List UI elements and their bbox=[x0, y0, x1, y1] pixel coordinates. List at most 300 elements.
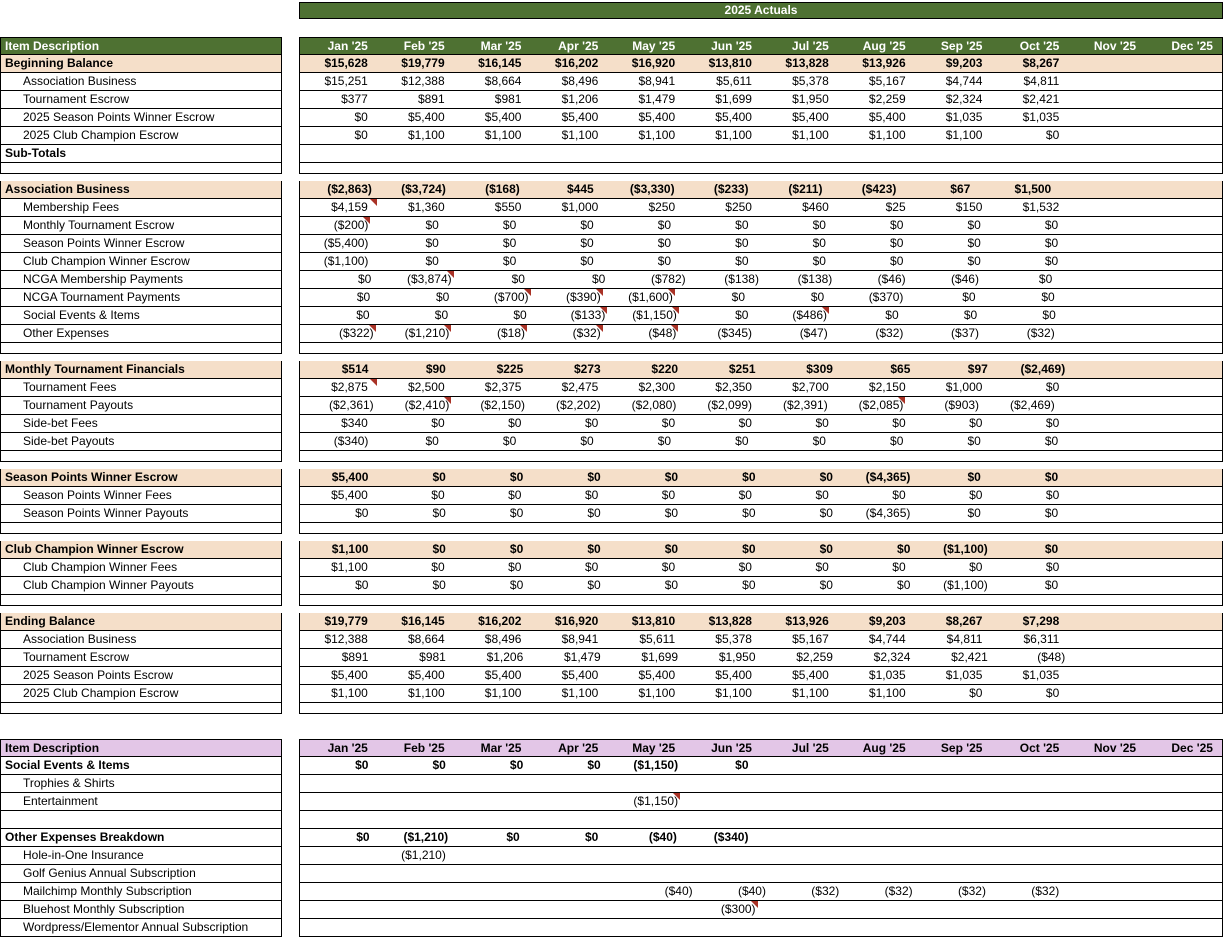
value-cell[interactable]: ($3,874) bbox=[406, 272, 452, 286]
value-cell[interactable] bbox=[610, 901, 687, 918]
value-cell[interactable]: $19,779 bbox=[324, 614, 368, 628]
value-cell[interactable]: $16,145 bbox=[478, 56, 522, 70]
value-cell[interactable] bbox=[1061, 883, 1141, 900]
value-cell[interactable] bbox=[1145, 775, 1222, 792]
value-cell[interactable]: $4,744 bbox=[945, 74, 983, 88]
value-cell[interactable] bbox=[829, 829, 908, 846]
value-cell[interactable] bbox=[454, 145, 531, 162]
value-cell[interactable]: $0 bbox=[513, 308, 527, 322]
value-cell[interactable] bbox=[835, 757, 912, 774]
value-cell[interactable]: ($40) bbox=[737, 884, 766, 898]
value-cell[interactable]: $0 bbox=[356, 308, 370, 322]
value-cell[interactable]: $0 bbox=[892, 560, 906, 574]
value-cell[interactable]: $0 bbox=[885, 308, 899, 322]
value-cell[interactable]: $1,100 bbox=[792, 128, 829, 142]
value-cell[interactable]: ($4,365) bbox=[865, 470, 911, 484]
value-cell[interactable] bbox=[1068, 127, 1145, 144]
value-cell[interactable]: $0 bbox=[1045, 416, 1060, 430]
value-cell[interactable] bbox=[912, 793, 989, 810]
value-cell[interactable]: $0 bbox=[664, 578, 679, 592]
value-cell[interactable]: $1,699 bbox=[641, 650, 679, 664]
month-header-cell[interactable]: Oct '25 bbox=[1019, 741, 1060, 755]
value-cell[interactable] bbox=[300, 883, 380, 900]
value-cell[interactable] bbox=[525, 847, 602, 864]
value-cell[interactable]: $0 bbox=[1045, 128, 1060, 142]
value-cell[interactable]: $16,920 bbox=[631, 56, 676, 70]
value-cell[interactable] bbox=[1143, 289, 1222, 306]
value-cell[interactable] bbox=[684, 145, 761, 162]
value-cell[interactable]: $0 bbox=[963, 308, 978, 322]
value-cell[interactable]: $1,100 bbox=[407, 686, 445, 700]
value-cell[interactable] bbox=[1067, 361, 1144, 378]
value-cell[interactable] bbox=[607, 865, 684, 882]
value-cell[interactable] bbox=[1145, 127, 1222, 144]
value-cell[interactable] bbox=[761, 919, 838, 936]
value-cell[interactable] bbox=[684, 775, 761, 792]
value-cell[interactable]: $0 bbox=[890, 236, 904, 250]
item-label-cell[interactable]: Side-bet Payouts bbox=[0, 433, 282, 451]
value-cell[interactable]: $0 bbox=[890, 434, 904, 448]
value-cell[interactable] bbox=[838, 775, 915, 792]
item-label-cell[interactable]: Monthly Tournament Financials bbox=[0, 361, 282, 379]
value-cell[interactable]: $0 bbox=[580, 236, 594, 250]
value-cell[interactable]: $8,664 bbox=[407, 632, 445, 646]
value-cell[interactable]: $0 bbox=[425, 236, 439, 250]
value-cell[interactable] bbox=[1067, 577, 1144, 594]
value-cell[interactable]: ($2,863) bbox=[327, 182, 372, 196]
value-cell[interactable]: $1,035 bbox=[1022, 110, 1060, 124]
value-cell[interactable]: $1,100 bbox=[407, 128, 445, 142]
value-cell[interactable]: ($1,100) bbox=[323, 254, 369, 268]
month-header-cell[interactable]: Dec '25 bbox=[1171, 741, 1213, 755]
month-header-cell[interactable]: Jul '25 bbox=[791, 39, 829, 53]
value-cell[interactable] bbox=[990, 757, 1067, 774]
value-cell[interactable] bbox=[908, 829, 987, 846]
month-header-cell[interactable]: Jul '25 bbox=[791, 741, 829, 755]
value-cell[interactable]: $2,700 bbox=[792, 380, 829, 394]
value-cell[interactable] bbox=[991, 145, 1068, 162]
value-cell[interactable]: ($32) bbox=[1026, 326, 1055, 340]
value-cell[interactable]: $0 bbox=[742, 506, 756, 520]
value-cell[interactable] bbox=[377, 775, 454, 792]
item-label-cell[interactable]: Club Champion Winner Payouts bbox=[0, 577, 282, 595]
value-cell[interactable] bbox=[530, 865, 607, 882]
value-cell[interactable]: ($37) bbox=[951, 326, 980, 340]
month-header-cell[interactable]: Mar '25 bbox=[480, 741, 522, 755]
value-cell[interactable]: ($486) bbox=[792, 308, 828, 322]
item-label-cell[interactable] bbox=[0, 343, 282, 354]
value-cell[interactable]: $0 bbox=[509, 542, 524, 556]
value-cell[interactable] bbox=[461, 883, 541, 900]
item-label-cell[interactable]: Tournament Fees bbox=[0, 379, 282, 397]
value-cell[interactable] bbox=[530, 919, 607, 936]
value-cell[interactable] bbox=[1145, 847, 1222, 864]
month-header-cell[interactable]: May '25 bbox=[632, 741, 676, 755]
value-cell[interactable]: $460 bbox=[802, 200, 829, 214]
value-cell[interactable]: $1,950 bbox=[718, 650, 756, 664]
value-cell[interactable]: $0 bbox=[735, 758, 749, 772]
value-cell[interactable]: $0 bbox=[731, 290, 746, 304]
item-label-cell[interactable]: Golf Genius Annual Subscription bbox=[0, 865, 282, 883]
value-cell[interactable]: $5,400 bbox=[407, 668, 445, 682]
value-cell[interactable]: $1,206 bbox=[561, 92, 599, 106]
value-cell[interactable] bbox=[1068, 415, 1145, 432]
value-cell[interactable]: $0 bbox=[1045, 686, 1060, 700]
value-cell[interactable]: $0 bbox=[502, 434, 517, 448]
value-cell[interactable] bbox=[1060, 181, 1141, 198]
value-cell[interactable]: ($200) bbox=[333, 218, 369, 232]
value-cell[interactable]: $445 bbox=[566, 182, 594, 196]
value-cell[interactable]: $5,400 bbox=[715, 110, 752, 124]
value-cell[interactable]: ($2,085) bbox=[858, 398, 904, 412]
value-cell[interactable]: $0 bbox=[580, 218, 594, 232]
value-cell[interactable]: $0 bbox=[580, 434, 594, 448]
value-cell[interactable]: $2,324 bbox=[945, 92, 983, 106]
value-cell[interactable]: $13,810 bbox=[708, 56, 752, 70]
value-cell[interactable] bbox=[1145, 235, 1222, 252]
value-cell[interactable]: ($32) bbox=[957, 884, 986, 898]
value-cell[interactable]: $377 bbox=[341, 92, 368, 106]
value-cell[interactable]: $1,100 bbox=[868, 128, 906, 142]
value-cell[interactable]: $273 bbox=[573, 362, 601, 376]
value-cell[interactable] bbox=[912, 901, 989, 918]
value-cell[interactable]: $0 bbox=[432, 470, 446, 484]
month-header-cell[interactable]: Jun '25 bbox=[711, 39, 752, 53]
value-cell[interactable]: $1,950 bbox=[792, 92, 829, 106]
value-cell[interactable]: ($1,150) bbox=[633, 758, 679, 772]
value-cell[interactable] bbox=[1067, 505, 1144, 522]
value-cell[interactable]: $0 bbox=[1044, 542, 1059, 556]
value-cell[interactable]: $15,251 bbox=[324, 74, 368, 88]
value-cell[interactable]: $0 bbox=[431, 560, 445, 574]
value-cell[interactable]: $8,267 bbox=[945, 614, 983, 628]
value-cell[interactable] bbox=[541, 883, 621, 900]
value-cell[interactable]: $0 bbox=[664, 542, 679, 556]
value-cell[interactable]: $0 bbox=[1045, 560, 1060, 574]
item-label-cell[interactable]: Side-bet Fees bbox=[0, 415, 282, 433]
value-cell[interactable]: $16,202 bbox=[478, 614, 522, 628]
value-cell[interactable]: $90 bbox=[425, 362, 446, 376]
value-cell[interactable] bbox=[1067, 649, 1144, 666]
value-cell[interactable] bbox=[835, 847, 912, 864]
value-cell[interactable]: ($1,210) bbox=[403, 830, 449, 844]
value-cell[interactable] bbox=[1145, 865, 1222, 882]
value-cell[interactable] bbox=[1145, 379, 1222, 396]
value-cell[interactable] bbox=[300, 847, 377, 864]
value-cell[interactable]: $5,611 bbox=[639, 632, 676, 646]
value-cell[interactable]: $0 bbox=[657, 434, 672, 448]
value-cell[interactable]: $5,400 bbox=[868, 110, 906, 124]
value-cell[interactable] bbox=[454, 919, 531, 936]
value-cell[interactable] bbox=[1145, 613, 1222, 630]
value-cell[interactable]: $1,100 bbox=[945, 128, 983, 142]
value-cell[interactable] bbox=[680, 793, 757, 810]
item-label-cell[interactable]: Tournament Escrow bbox=[0, 649, 282, 667]
value-cell[interactable] bbox=[530, 775, 607, 792]
value-cell[interactable]: ($2,202) bbox=[555, 398, 601, 412]
value-cell[interactable]: $251 bbox=[728, 362, 756, 376]
value-cell[interactable] bbox=[1142, 271, 1222, 288]
value-cell[interactable]: $0 bbox=[735, 218, 749, 232]
value-cell[interactable]: $4,811 bbox=[946, 632, 983, 646]
value-cell[interactable] bbox=[1068, 613, 1145, 630]
value-cell[interactable] bbox=[1145, 361, 1222, 378]
value-cell[interactable]: $150 bbox=[955, 200, 983, 214]
value-cell[interactable]: ($5,400) bbox=[323, 236, 369, 250]
value-cell[interactable]: $7,298 bbox=[1022, 614, 1060, 628]
value-cell[interactable] bbox=[1145, 667, 1222, 684]
item-label-cell[interactable]: Sub-Totals bbox=[0, 145, 282, 163]
month-header-cell[interactable]: Nov '25 bbox=[1093, 741, 1137, 755]
value-cell[interactable] bbox=[1068, 919, 1145, 936]
value-cell[interactable]: $0 bbox=[819, 542, 833, 556]
value-cell[interactable]: $0 bbox=[967, 434, 981, 448]
value-cell[interactable] bbox=[603, 847, 680, 864]
value-cell[interactable]: $4,159 bbox=[300, 199, 377, 216]
value-cell[interactable]: $5,400 bbox=[561, 668, 599, 682]
value-cell[interactable]: $0 bbox=[580, 254, 594, 268]
value-cell[interactable] bbox=[761, 865, 838, 882]
value-cell[interactable]: ($1,150) bbox=[632, 308, 677, 322]
value-cell[interactable]: ($2,469) bbox=[1020, 362, 1066, 376]
value-cell[interactable] bbox=[300, 775, 377, 792]
value-cell[interactable]: $0 bbox=[1042, 308, 1056, 322]
item-label-cell[interactable]: Entertainment bbox=[0, 793, 282, 811]
value-cell[interactable]: $0 bbox=[897, 578, 911, 592]
value-cell[interactable] bbox=[1068, 685, 1145, 702]
value-cell[interactable]: ($322) bbox=[338, 326, 374, 340]
value-cell[interactable]: $2,150 bbox=[868, 380, 906, 394]
value-cell[interactable] bbox=[1145, 469, 1222, 486]
value-cell[interactable] bbox=[1145, 919, 1222, 936]
value-cell[interactable]: $2,421 bbox=[951, 650, 988, 664]
value-cell[interactable]: $0 bbox=[661, 416, 676, 430]
value-cell[interactable]: ($4,365) bbox=[865, 506, 911, 520]
value-cell[interactable]: $8,267 bbox=[1022, 56, 1060, 70]
value-cell[interactable]: ($340) bbox=[713, 830, 749, 844]
value-cell[interactable]: $0 bbox=[812, 236, 826, 250]
value-cell[interactable] bbox=[1145, 415, 1222, 432]
value-cell[interactable]: ($2,391) bbox=[783, 398, 828, 412]
item-label-cell[interactable]: Season Points Winner Payouts bbox=[0, 505, 282, 523]
value-cell[interactable]: $1,100 bbox=[484, 686, 522, 700]
value-cell[interactable] bbox=[1142, 883, 1222, 900]
value-cell[interactable] bbox=[991, 919, 1068, 936]
value-cell[interactable]: $0 bbox=[508, 560, 522, 574]
value-cell[interactable]: $0 bbox=[425, 218, 439, 232]
value-cell[interactable]: $1,035 bbox=[1022, 668, 1060, 682]
value-cell[interactable]: $8,664 bbox=[484, 74, 522, 88]
value-cell[interactable]: $5,611 bbox=[716, 74, 752, 88]
item-label-cell[interactable]: Mailchimp Monthly Subscription bbox=[0, 883, 282, 901]
value-cell[interactable] bbox=[1139, 325, 1222, 342]
value-cell[interactable]: $891 bbox=[417, 92, 445, 106]
value-cell[interactable]: ($903) bbox=[944, 398, 980, 412]
value-cell[interactable] bbox=[1145, 217, 1222, 234]
item-label-cell[interactable]: Association Business bbox=[0, 73, 282, 91]
value-cell[interactable]: $0 bbox=[812, 254, 826, 268]
value-cell[interactable] bbox=[1145, 73, 1222, 90]
value-cell[interactable]: $891 bbox=[341, 650, 369, 664]
value-cell[interactable]: $1,100 bbox=[331, 542, 369, 556]
month-header-cell[interactable]: Sep '25 bbox=[940, 741, 983, 755]
value-cell[interactable]: $2,475 bbox=[561, 380, 599, 394]
value-cell[interactable]: $0 bbox=[664, 506, 679, 520]
value-cell[interactable]: ($700) bbox=[493, 290, 529, 304]
value-cell[interactable]: $1,699 bbox=[715, 92, 752, 106]
value-cell[interactable]: ($423) bbox=[861, 182, 897, 196]
value-cell[interactable]: $1,206 bbox=[486, 650, 524, 664]
value-cell[interactable] bbox=[680, 847, 757, 864]
item-label-cell[interactable]: Club Champion Winner Fees bbox=[0, 559, 282, 577]
value-cell[interactable] bbox=[990, 901, 1067, 918]
value-cell[interactable]: $1,100 bbox=[331, 560, 368, 574]
value-cell[interactable]: $0 bbox=[967, 218, 981, 232]
value-cell[interactable]: $981 bbox=[419, 650, 446, 664]
value-cell[interactable]: $0 bbox=[967, 470, 981, 484]
value-cell[interactable]: ($233) bbox=[713, 182, 749, 196]
value-cell[interactable]: ($138) bbox=[724, 272, 759, 286]
value-cell[interactable] bbox=[1068, 631, 1145, 648]
month-header-cell[interactable]: Jun '25 bbox=[711, 741, 752, 755]
value-cell[interactable]: $0 bbox=[1044, 506, 1059, 520]
value-cell[interactable]: $0 bbox=[969, 488, 983, 502]
value-cell[interactable]: $5,400 bbox=[638, 110, 676, 124]
value-cell[interactable]: $1,479 bbox=[638, 92, 676, 106]
item-label-cell[interactable]: Tournament Escrow bbox=[0, 91, 282, 109]
value-cell[interactable]: ($2,469) bbox=[1010, 398, 1055, 412]
value-cell[interactable]: ($1,600) bbox=[628, 290, 673, 304]
item-label-cell[interactable]: Season Points Winner Escrow bbox=[0, 235, 282, 253]
value-cell[interactable] bbox=[1067, 217, 1144, 234]
value-cell[interactable]: $0 bbox=[742, 542, 756, 556]
value-cell[interactable] bbox=[991, 865, 1068, 882]
value-cell[interactable] bbox=[1068, 667, 1145, 684]
value-cell[interactable]: $0 bbox=[969, 686, 983, 700]
value-cell[interactable]: $67 bbox=[950, 182, 971, 196]
value-cell[interactable] bbox=[835, 793, 912, 810]
value-cell[interactable]: $0 bbox=[509, 578, 524, 592]
value-cell[interactable]: $0 bbox=[657, 236, 672, 250]
value-cell[interactable]: $8,496 bbox=[561, 74, 599, 88]
value-cell[interactable]: ($370) bbox=[868, 290, 904, 304]
value-cell[interactable]: $0 bbox=[357, 272, 372, 286]
value-cell[interactable] bbox=[377, 145, 454, 162]
value-cell[interactable]: $5,400 bbox=[331, 668, 368, 682]
value-cell[interactable]: $5,400 bbox=[484, 110, 522, 124]
value-cell[interactable]: $0 bbox=[354, 128, 368, 142]
value-cell[interactable] bbox=[1064, 289, 1143, 306]
value-cell[interactable]: $5,167 bbox=[792, 632, 829, 646]
value-cell[interactable] bbox=[1145, 793, 1222, 810]
value-cell[interactable]: $97 bbox=[967, 362, 988, 376]
value-cell[interactable]: $5,400 bbox=[331, 470, 369, 484]
value-cell[interactable]: ($32) bbox=[1031, 884, 1060, 898]
value-cell[interactable]: $0 bbox=[819, 506, 833, 520]
value-cell[interactable] bbox=[1067, 793, 1144, 810]
month-header-cell[interactable]: Jan '25 bbox=[327, 39, 368, 53]
value-cell[interactable] bbox=[1057, 397, 1140, 414]
value-cell[interactable]: $0 bbox=[1044, 434, 1059, 448]
item-label-cell[interactable]: Season Points Winner Fees bbox=[0, 487, 282, 505]
value-cell[interactable]: $0 bbox=[1044, 578, 1059, 592]
item-label-cell[interactable]: Item Description bbox=[0, 37, 282, 55]
value-cell[interactable] bbox=[761, 775, 838, 792]
item-label-cell[interactable]: Social Events & Items bbox=[0, 307, 282, 325]
value-cell[interactable] bbox=[684, 919, 761, 936]
value-cell[interactable]: $0 bbox=[969, 416, 983, 430]
value-cell[interactable] bbox=[1067, 235, 1144, 252]
value-cell[interactable]: $0 bbox=[735, 308, 749, 322]
item-label-cell[interactable]: Other Expenses Breakdown bbox=[0, 829, 282, 847]
value-cell[interactable]: ($1,100) bbox=[943, 542, 988, 556]
value-cell[interactable]: ($46) bbox=[877, 272, 906, 286]
month-header-cell[interactable]: Dec '25 bbox=[1171, 39, 1213, 53]
value-cell[interactable]: $1,100 bbox=[638, 686, 676, 700]
value-cell[interactable] bbox=[915, 145, 992, 162]
value-cell[interactable] bbox=[1068, 109, 1145, 126]
value-cell[interactable]: $0 bbox=[509, 470, 524, 484]
value-cell[interactable]: $0 bbox=[432, 578, 446, 592]
value-cell[interactable] bbox=[377, 901, 454, 918]
value-cell[interactable]: $514 bbox=[341, 362, 369, 376]
value-cell[interactable]: $0 bbox=[431, 488, 445, 502]
value-cell[interactable]: $16,202 bbox=[554, 56, 599, 70]
month-header-cell[interactable]: Aug '25 bbox=[862, 39, 906, 53]
value-cell[interactable]: $0 bbox=[508, 488, 522, 502]
value-cell[interactable] bbox=[1067, 433, 1144, 450]
value-cell[interactable]: $1,000 bbox=[561, 200, 599, 214]
value-cell[interactable] bbox=[1145, 433, 1222, 450]
value-cell[interactable]: $1,035 bbox=[868, 668, 906, 682]
value-cell[interactable]: $0 bbox=[967, 506, 981, 520]
value-cell[interactable]: ($32) bbox=[572, 326, 601, 340]
value-cell[interactable]: $0 bbox=[812, 434, 826, 448]
value-cell[interactable]: $5,378 bbox=[792, 74, 829, 88]
value-cell[interactable]: ($18) bbox=[497, 326, 526, 340]
value-cell[interactable]: $0 bbox=[587, 542, 601, 556]
item-label-cell[interactable] bbox=[0, 811, 282, 829]
value-cell[interactable] bbox=[1067, 253, 1144, 270]
item-label-cell[interactable]: NCGA Tournament Payments bbox=[0, 289, 282, 307]
value-cell[interactable] bbox=[1139, 397, 1222, 414]
value-cell[interactable]: $0 bbox=[742, 578, 756, 592]
value-cell[interactable]: $0 bbox=[819, 470, 833, 484]
value-cell[interactable]: $0 bbox=[657, 254, 672, 268]
value-cell[interactable]: $5,400 bbox=[407, 110, 445, 124]
value-cell[interactable]: $5,378 bbox=[715, 632, 752, 646]
value-cell[interactable]: $65 bbox=[890, 362, 911, 376]
value-cell[interactable]: $0 bbox=[1038, 272, 1053, 286]
value-cell[interactable]: $2,875 bbox=[300, 379, 377, 396]
value-cell[interactable]: $0 bbox=[967, 236, 981, 250]
month-header-cell[interactable]: Apr '25 bbox=[558, 39, 599, 53]
month-header-cell[interactable]: Mar '25 bbox=[480, 39, 522, 53]
value-cell[interactable]: $1,035 bbox=[945, 668, 983, 682]
value-cell[interactable] bbox=[377, 919, 454, 936]
value-cell[interactable]: $2,421 bbox=[1022, 92, 1060, 106]
value-cell[interactable]: ($345) bbox=[717, 326, 753, 340]
value-cell[interactable]: $0 bbox=[508, 416, 522, 430]
value-cell[interactable] bbox=[1068, 91, 1145, 108]
value-cell[interactable] bbox=[750, 829, 829, 846]
item-label-cell[interactable]: Club Champion Winner Escrow bbox=[0, 541, 282, 559]
value-cell[interactable]: $0 bbox=[587, 758, 601, 772]
value-cell[interactable]: ($40) bbox=[648, 830, 677, 844]
value-cell[interactable]: $0 bbox=[661, 560, 676, 574]
value-cell[interactable]: $981 bbox=[494, 92, 522, 106]
value-cell[interactable]: $0 bbox=[425, 254, 439, 268]
